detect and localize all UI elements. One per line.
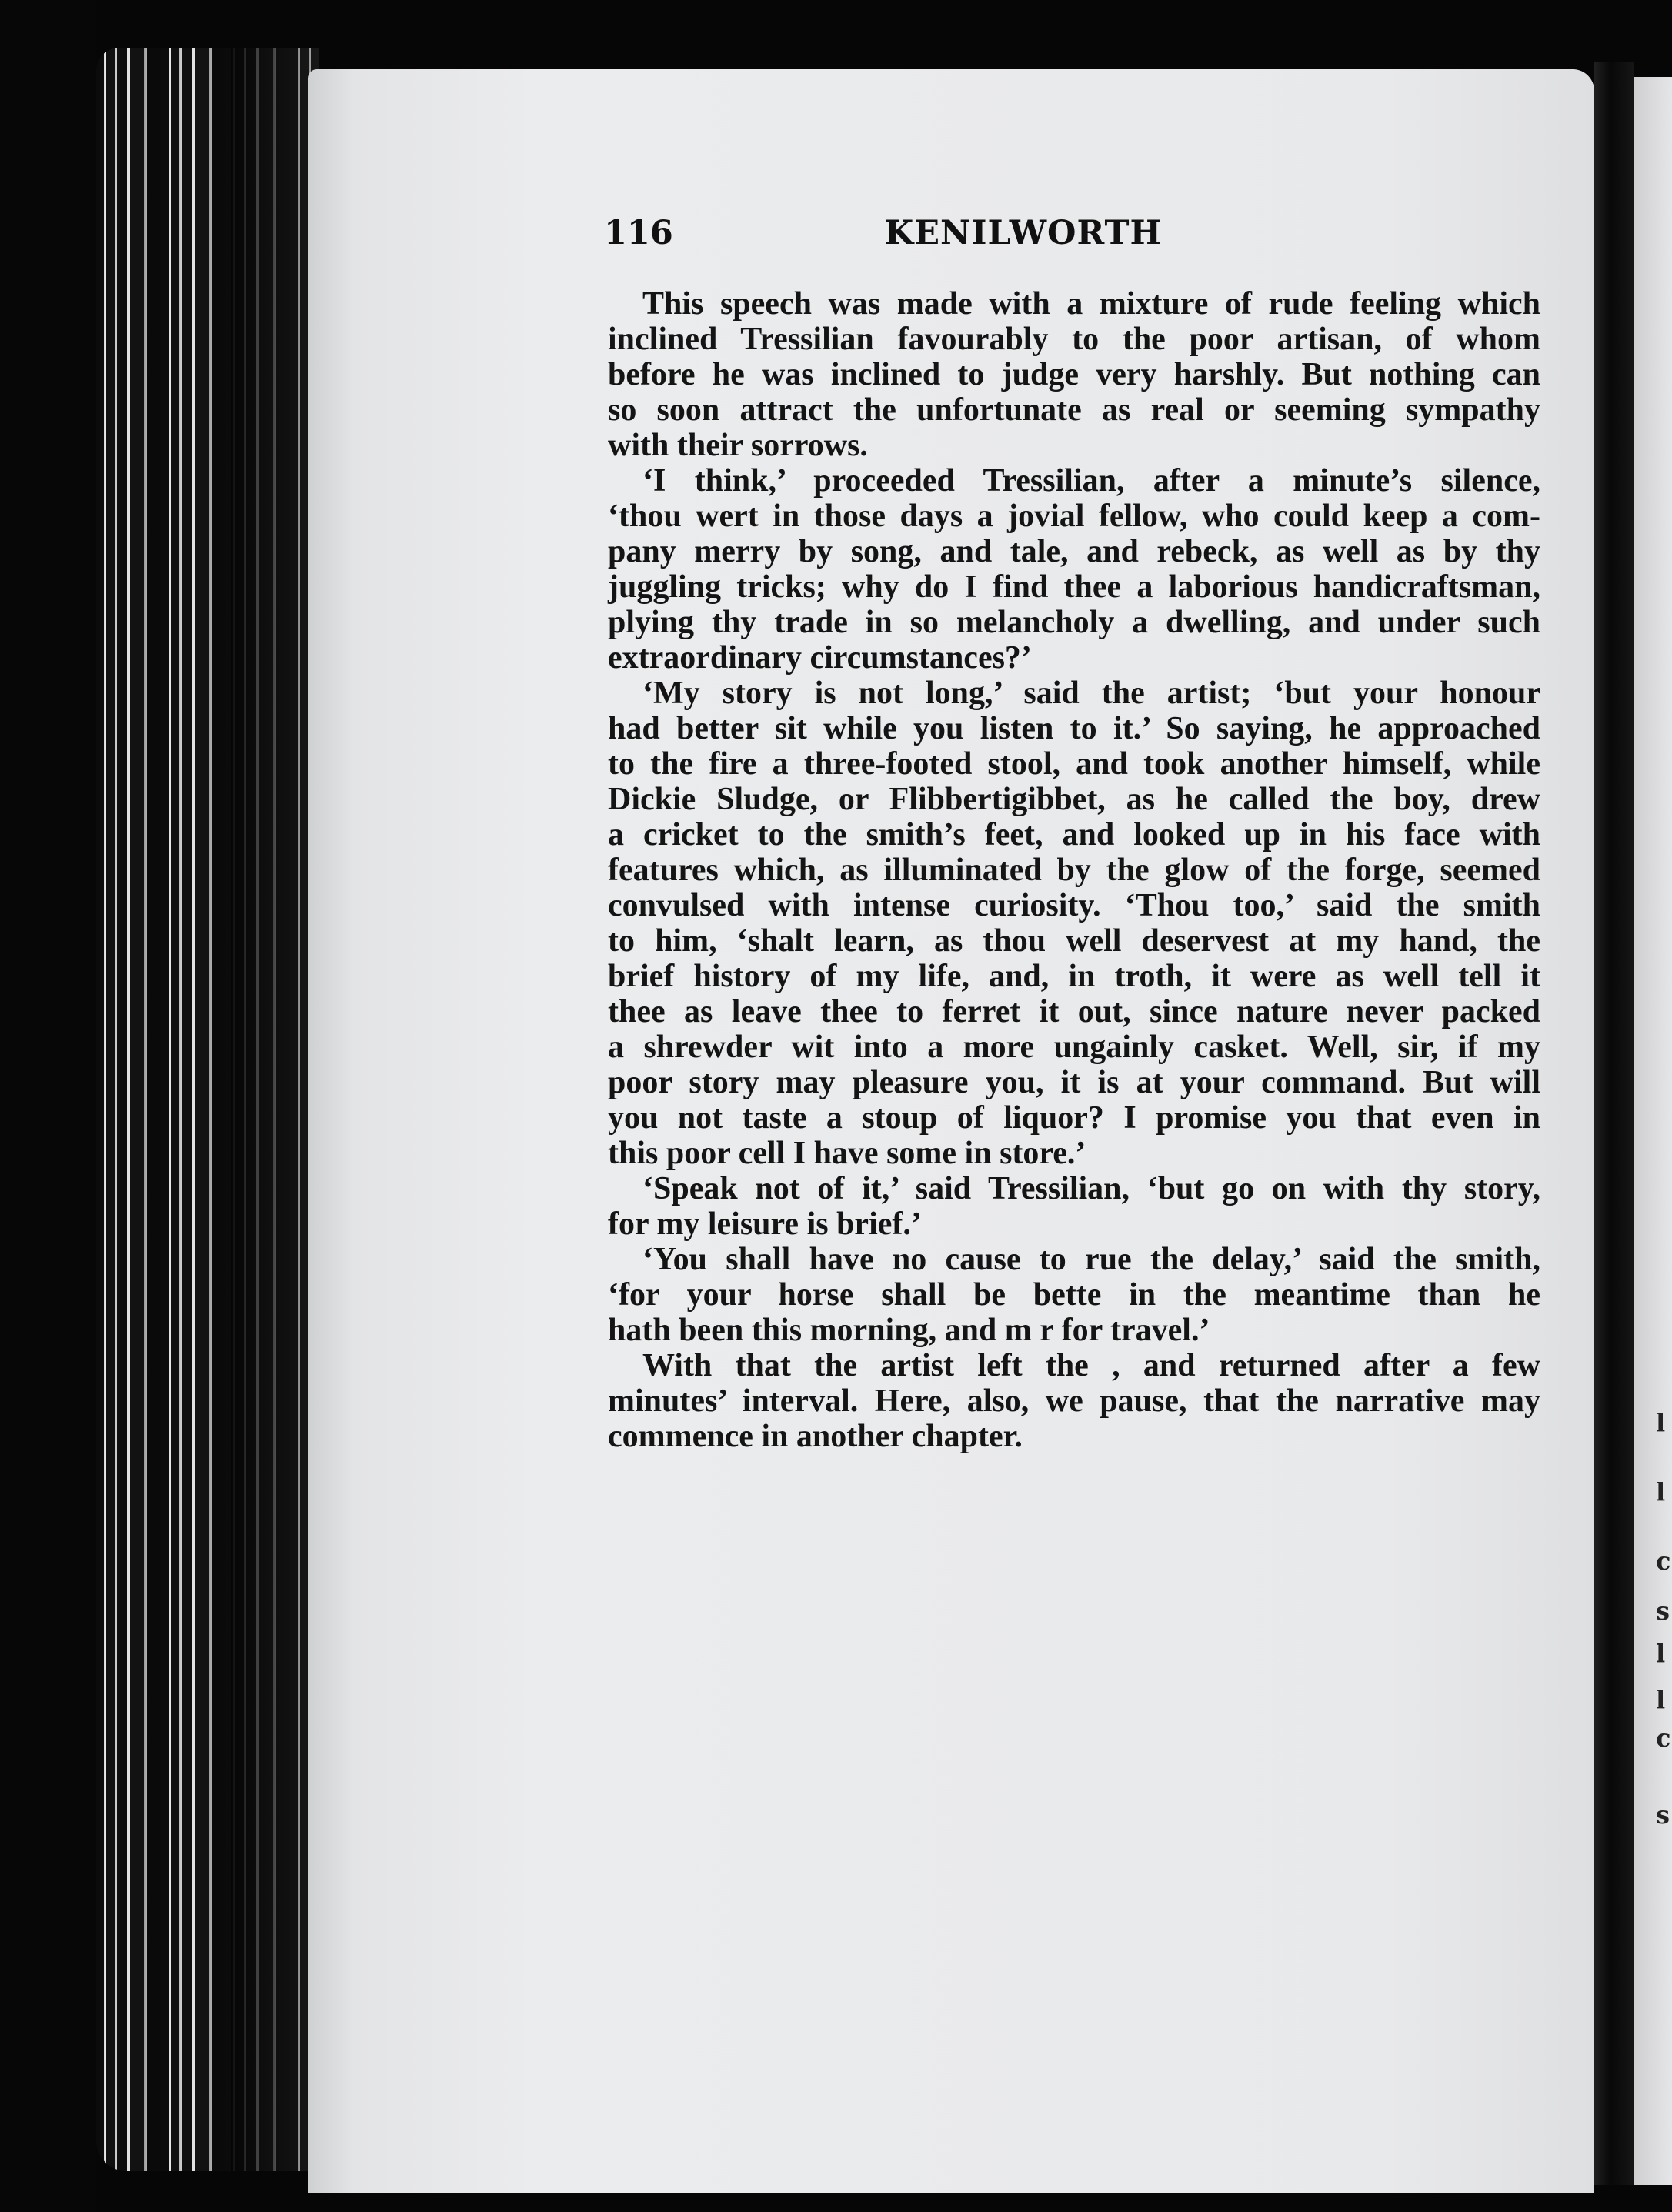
- text-line: ‘for your horse shall be bette in the meantime than he: [608, 1277, 1540, 1313]
- text-line: this poor cell I have some in store.’: [608, 1136, 1086, 1171]
- text-line: This speech was made with a mixture of rude feeling which: [642, 286, 1540, 322]
- facing-page-fragment: s: [1656, 1596, 1670, 1626]
- text-line: ‘I think,’ proceeded Tressilian, after a minute’s silence,: [642, 463, 1540, 499]
- text-line: ‘Speak not of it,’ said Tressilian, ‘but go on with thy story,: [642, 1171, 1540, 1206]
- text-line: ‘You shall have no cause to rue the delay,’ said the smith,: [642, 1242, 1540, 1277]
- facing-page-fragment: l: [1656, 1477, 1666, 1506]
- text-line: thee as leave thee to ferret it out, since nature never packed: [608, 994, 1540, 1029]
- facing-page-fragment: l: [1656, 1639, 1666, 1668]
- text-line: brief history of my life, and, in troth, it were as well tell it: [608, 959, 1540, 994]
- facing-page-fragment: l: [1656, 1685, 1666, 1714]
- text-line: ‘My story is not long,’ said the artist; ‘but your honour: [642, 676, 1540, 711]
- text-line: Dickie Sludge, or Flibbertigibbet, as he called the boy, drew: [608, 782, 1540, 817]
- text-line: juggling tricks; why do I find thee a laborious handicraftsman,: [608, 569, 1540, 605]
- text-line: with their sorrows.: [608, 428, 868, 463]
- facing-page-fragment: l: [1656, 1408, 1666, 1437]
- text-line: poor story may pleasure you, it is at your command. But will: [608, 1065, 1540, 1100]
- text-line: had better sit while you listen to it.’ So saying, he approached: [608, 711, 1540, 746]
- facing-page-fragment: s: [1656, 1800, 1670, 1830]
- text-line: to the fire a three-footed stool, and took another himself, while: [608, 746, 1540, 782]
- facing-page-fragment: c: [1656, 1546, 1671, 1576]
- running-title: KENILWORTH: [884, 214, 1163, 252]
- body-text: [608, 286, 1540, 1454]
- facing-page-fragment: c: [1656, 1723, 1671, 1753]
- facing-page-strip: [1634, 77, 1672, 2185]
- text-line: commence in another chapter.: [608, 1419, 1023, 1454]
- page-header: [604, 214, 1381, 260]
- book-gutter: [1594, 62, 1634, 2185]
- text-line: hath been this morning, and m r for travel.’: [608, 1313, 1210, 1348]
- text-line: before he was inclined to judge very harshly. But nothing can: [608, 357, 1540, 392]
- text-line: pany merry by song, and tale, and rebeck, as well as by thy: [608, 534, 1540, 569]
- text-line: so soon attract the unfortunate as real or seeming sympathy: [608, 392, 1540, 428]
- scan-background: [0, 0, 96, 2212]
- text-line: minutes’ interval. Here, also, we pause, that the narrative may: [608, 1383, 1540, 1419]
- text-line: ‘thou wert in those days a jovial fellow, who could keep a com-: [608, 499, 1540, 534]
- page-number: 116: [604, 214, 673, 252]
- text-line: plying thy trade in so melancholy a dwelling, and under such: [608, 605, 1540, 640]
- text-line: features which, as illuminated by the glow of the forge, seemed: [608, 852, 1540, 888]
- text-line: With that the artist left the , and returned after a few: [642, 1348, 1540, 1383]
- text-line: a shrewder wit into a more ungainly casket. Well, sir, if my: [608, 1029, 1540, 1065]
- text-line: convulsed with intense curiosity. ‘Thou too,’ said the smith: [608, 888, 1540, 923]
- text-line: inclined Tressilian favourably to the poor artisan, of whom: [608, 322, 1540, 357]
- text-line: extraordinary circumstances?’: [608, 640, 1032, 676]
- text-line: a cricket to the smith’s feet, and looked up in his face with: [608, 817, 1540, 852]
- page-edge-shadow: [231, 48, 319, 2171]
- text-line: you not taste a stoup of liquor? I promise you that even in: [608, 1100, 1540, 1136]
- text-line: to him, ‘shalt learn, as thou well deservest at my hand, the: [608, 923, 1540, 959]
- text-line: for my leisure is brief.’: [608, 1206, 922, 1242]
